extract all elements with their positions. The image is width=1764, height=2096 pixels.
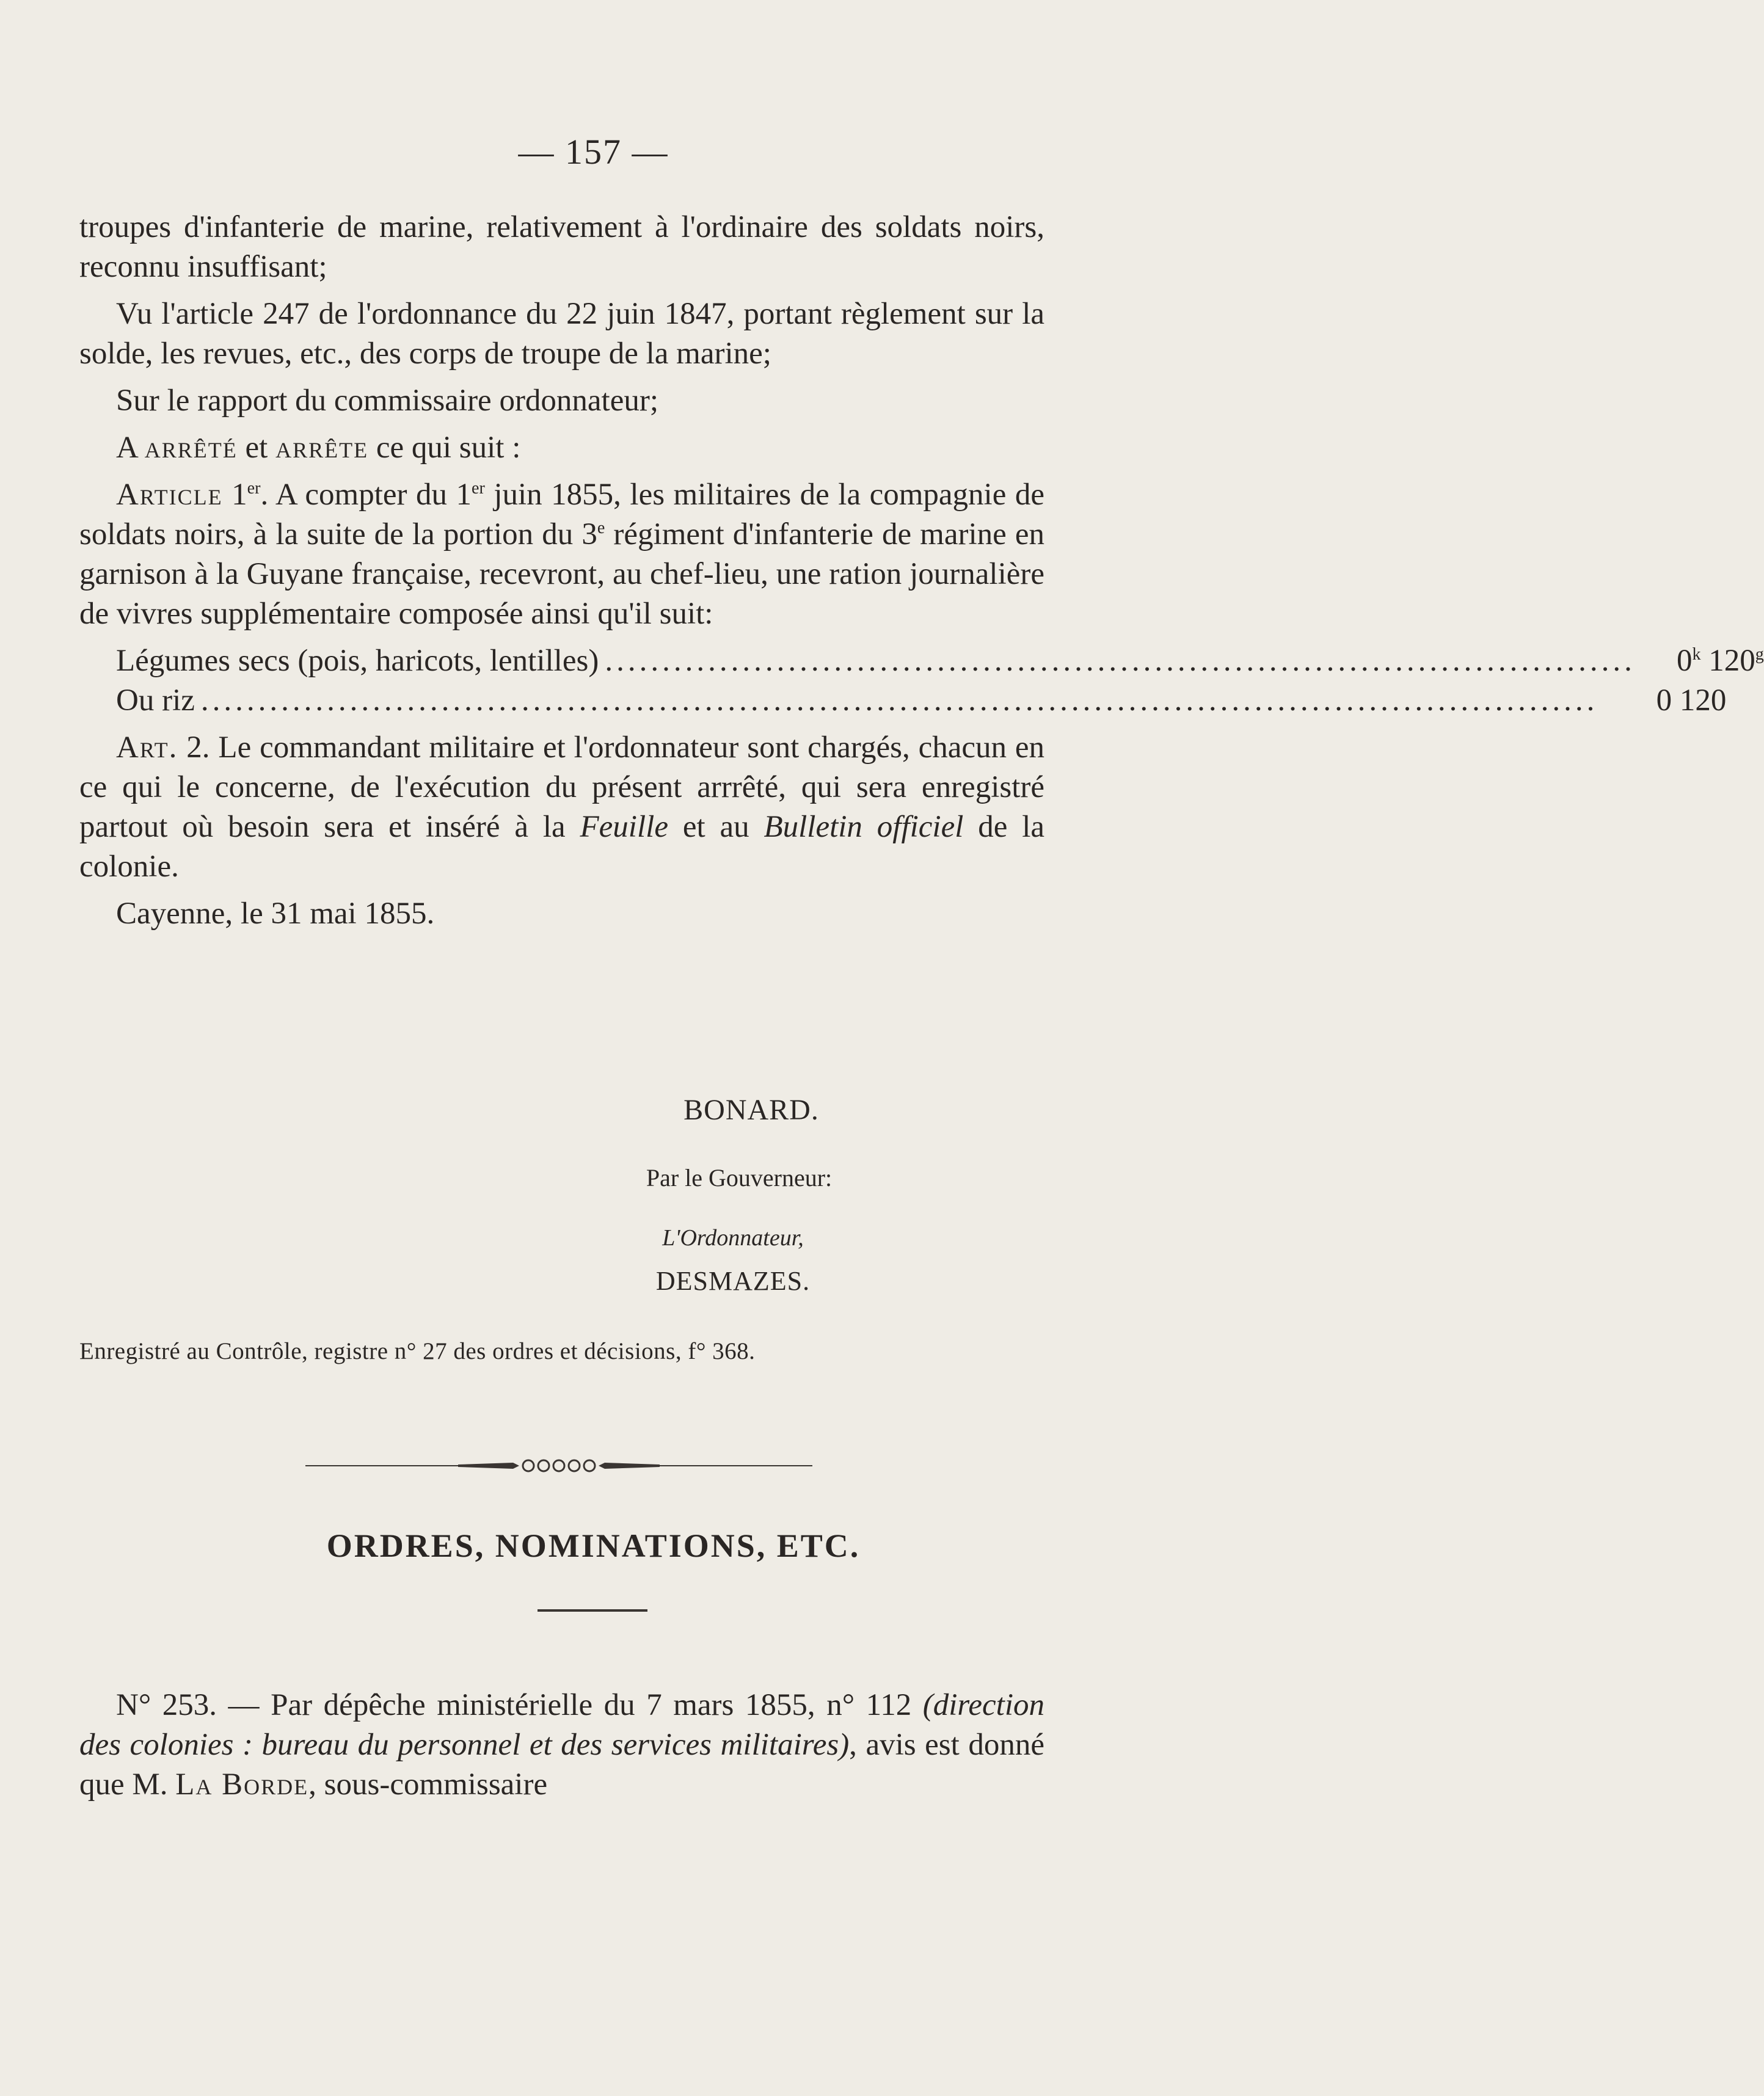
- arrete-et: et: [245, 431, 268, 465]
- arrete-word-1: arrêté: [144, 431, 238, 465]
- entry-253-text: [79, 1686, 1044, 1805]
- par-le-gouverneur: Par le Gouverneur:: [646, 1164, 833, 1192]
- arrete-a: A: [116, 431, 137, 465]
- article-2-text: 2. Le commandant militaire et l'ordonnateur sont chargés, chacun en ce qui le concerne, de l'exécution du présent arrrêté, qui sera enregistré partout où besoin sera et inséré à la: [79, 730, 1045, 844]
- leader-dots: ..........................................................................................: [605, 644, 1636, 678]
- registration-note: Enregistré au Contrôle, registre n° 27 des ordres et décisions, f° 368.: [79, 1338, 756, 1364]
- article-2-end: de la colonie.: [79, 810, 1045, 884]
- entry-253-name: La Borde: [175, 1767, 309, 1802]
- et-au: et au: [682, 810, 749, 844]
- ration-row-legumes: [79, 641, 1764, 681]
- article-1-num-sup: er: [247, 479, 261, 498]
- section-title: ORDRES, NOMINATIONS, ETC.: [326, 1527, 861, 1564]
- paragraph-arrete: [79, 428, 1044, 468]
- article-1-text-a: . A compter du 1: [260, 478, 472, 512]
- desmazes-name: DESMAZES.: [655, 1266, 811, 1296]
- ration-value-riz: 0 120: [1656, 683, 1727, 718]
- article-1-head: Article: [116, 478, 223, 512]
- article-1-text-sup2: e: [597, 519, 605, 537]
- ration-value-g: 120: [1708, 644, 1755, 678]
- date-line: Cayenne, le 31 mai 1855.: [116, 897, 435, 931]
- page-number: — 157 —: [518, 132, 669, 172]
- article-1-text-b: juin 1855, les militaires de la compagnie de soldats noirs, à la suite de la portion du 3: [79, 478, 1044, 551]
- article-2-head: Art.: [116, 730, 178, 765]
- ration-unit-k: k: [1692, 645, 1701, 664]
- paragraph-troupes: troupes d'infanterie de marine, relativement à l'ordinaire des soldats noirs, reconnu insuffisant;: [79, 210, 1044, 284]
- arrete-end: ce qui suit :: [376, 431, 521, 465]
- ration-value-legumes: [1642, 641, 1764, 681]
- article-2: [79, 728, 1044, 887]
- entry-253-rest-a: , avis est donné que M.: [79, 1728, 1044, 1802]
- article-1-text-c: régiment d'infanterie de marine en garnison à la Guyane française, recevront, au chef-lieu, une ration journalière de vivres supplémentaire composée ainsi qu'il suit:: [79, 517, 1045, 631]
- short-rule: [538, 1609, 647, 1612]
- feuille-italic: Feuille: [580, 810, 668, 844]
- article-1-text-sup: er: [472, 479, 485, 498]
- signer-name: BONARD.: [683, 1094, 819, 1126]
- ration-value-kg: 0: [1677, 644, 1693, 678]
- ration-row-riz: [79, 681, 1727, 721]
- ration-unit-g: g: [1755, 645, 1764, 664]
- entry-253-num: N° 253. — Par dépêche ministérielle du 7 mars 1855, n° 112: [116, 1688, 912, 1722]
- ration-label-legumes: Légumes secs (pois, haricots, lentilles): [116, 644, 599, 678]
- paragraph-rapport: Sur le rapport du commissaire ordonnateur;: [116, 384, 659, 418]
- paragraph-vu-article: Vu l'article 247 de l'ordonnance du 22 juin 1847, portant règlement sur la solde, les revues, etc., des corps de troupe de la marine;: [79, 297, 1044, 371]
- bulletin-italic: Bulletin officiel: [764, 810, 964, 844]
- ornamental-divider: [305, 1457, 812, 1475]
- ordonnateur-title: L'Ordonnateur,: [662, 1225, 804, 1251]
- leader-dots: ..........................................................................................................................: [200, 683, 1598, 718]
- arrete-word-2: arrête: [275, 431, 369, 465]
- entry-253-direction: (direction des colonies : bureau du personnel et des services militaires): [79, 1688, 1044, 1762]
- entry-253-rest-b: , sous-commissaire: [308, 1767, 548, 1802]
- ration-label-riz: Ou riz: [116, 683, 195, 718]
- article-1: [79, 475, 1044, 634]
- entry-253: [79, 1686, 1044, 1805]
- article-1-num: 1: [231, 478, 247, 512]
- decree-body: [79, 208, 1764, 934]
